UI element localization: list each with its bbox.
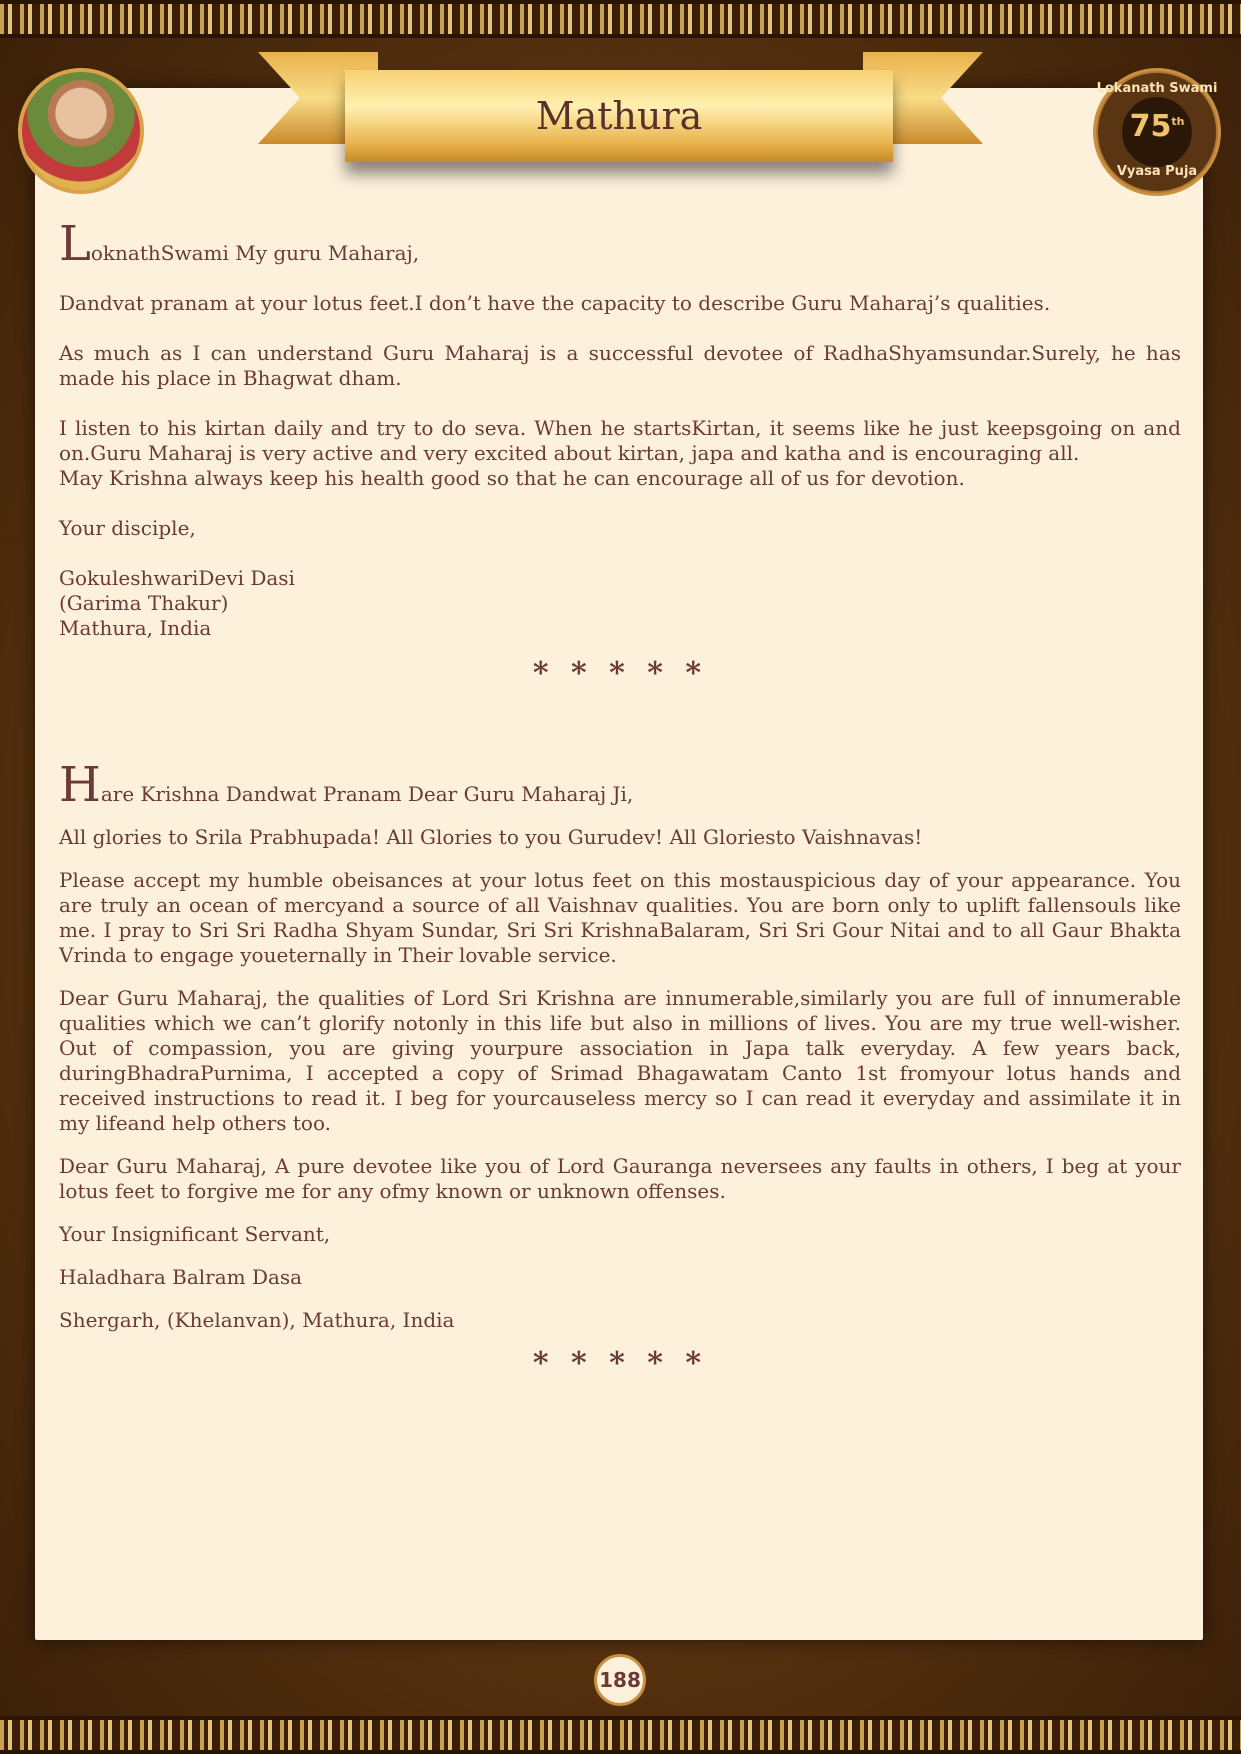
letters-content <box>59 216 1181 1381</box>
letter2-dropcap: H <box>59 757 101 813</box>
letter1-paragraph: I listen to his kirtan daily and try to do seva. When he startsKirtan, it seems like he just keepsgoing on and on.Guru Maharaj is very active and very excited about kirtan, japa and katha and is encouraging all. <box>59 416 1181 465</box>
letter1-signature-realname: (Garima Thakur) <box>59 591 229 615</box>
letter1-signature-name: GokuleshwariDevi Dasi <box>59 566 295 590</box>
letter2-paragraph: Dear Guru Maharaj, A pure devotee like you of Lord Gauranga neversees any faults in others, I beg at your lotus feet to forgive me for any ofmy known or unknown offenses. <box>59 1154 1181 1203</box>
letter2-closing: Your Insignificant Servant, <box>59 1222 331 1246</box>
letter1-dropcap: L <box>59 216 91 272</box>
letter1-salutation: LoknathSwami My guru Maharaj, <box>59 216 420 272</box>
decorative-border-bottom <box>0 1716 1241 1754</box>
letter2-paragraph: Please accept my humble obeisances at your lotus feet on this mostauspicious day of your appearance. You are truly an ocean of mercyand a source of all Vaishnav qualities. You are born only to uplift fallensouls like me. I pray to Sri Sri Radha Shyam Sundar, Sri Sri KrishnaBalaram, Sri Sri Gour Nitai and to all Gaur Bhakta Vrinda to engage youeternally in Their lovable service. <box>59 868 1181 967</box>
decorative-border-top <box>0 0 1241 38</box>
letter1-paragraph: May Krishna always keep his health good so that he can encourage all of us for devotion. <box>59 466 965 490</box>
badge-top-text: Lokanath Swami <box>1096 81 1218 96</box>
letter1-closing: Your disciple, <box>59 516 196 540</box>
letter1-paragraph: As much as I can understand Guru Maharaj is a successful devotee of RadhaShyamsundar.Surely, he has made his place in Bhagwat dham. <box>59 341 1181 390</box>
page-number: 188 <box>594 1654 646 1706</box>
badge-number: 75th <box>1129 109 1185 144</box>
letter1-paragraph: Dandvat pranam at your lotus feet.I don’t have the capacity to describe Guru Maharaj’s qualities. <box>59 291 1051 315</box>
letter2-paragraph: All glories to Srila Prabhupada! All Glories to you Gurudev! All Gloriesto Vaishnavas! <box>59 825 923 849</box>
section-divider-stars: * * * * * <box>532 1346 708 1381</box>
vyasa-puja-75-badge <box>1093 68 1221 196</box>
page-title: Mathura <box>535 94 703 138</box>
letter1-signature-place: Mathura, India <box>59 616 212 640</box>
section-divider-stars: * * * * * <box>532 656 708 691</box>
guru-portrait <box>18 68 144 194</box>
badge-bottom-text: Vyasa Puja <box>1116 164 1198 179</box>
letter2-signature-place: Shergarh, (Khelanvan), Mathura, India <box>59 1308 455 1332</box>
letter2-signature-name: Haladhara Balram Dasa <box>59 1265 303 1289</box>
letter2-paragraph: Dear Guru Maharaj, the qualities of Lord Sri Krishna are innumerable,similarly you are full of innumerable qualities which we can’t glorify notonly in this life but also in millions of lives. You are my true well-wisher. Out of compassion, you are giving yourpure association in Japa talk everyday. A few years back, duringBhadraPurnima, I accepted a copy of Srimad Bhagawatam Canto 1st fromyour lotus hands and received instructions to read it. I beg for yourcauseless mercy so I can read it everyday and assimilate it in my lifeand help others too. <box>59 986 1181 1135</box>
letter2-salutation: Hare Krishna Dandwat Pranam Dear Guru Maharaj Ji, <box>59 757 634 813</box>
